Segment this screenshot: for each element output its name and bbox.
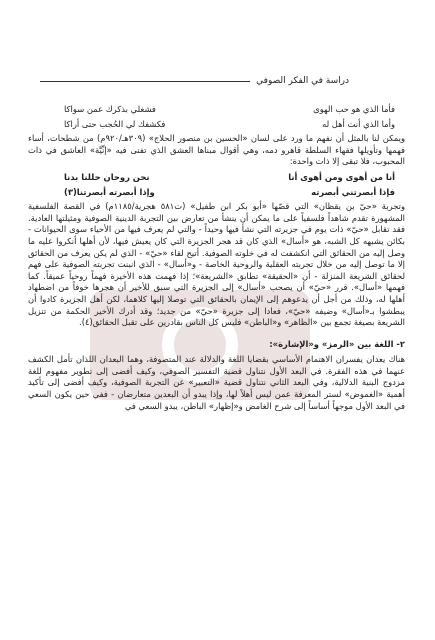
verse-line xyxy=(28,104,405,116)
verse-hemistich-left: فشغلي بذكرك عمن سواكا xyxy=(64,104,156,114)
verse-hemistich-right: وأما الذي أنت أهل له xyxy=(322,118,395,129)
verse-hemistich-left: نحن روحان حللنا بدنا xyxy=(64,171,150,182)
verse-hemistich-right: أنا من أهوى ومن أهوى أنا xyxy=(288,171,395,182)
verse-line xyxy=(28,172,405,184)
paragraph-hallaj: ويمكن لنا بالمثل أن نفهم ما ورد على لسان «الحسين بن منصور الحلاج» (٣٠٩هـ/٩٢٠م) من شطحات، أساء فهمها وتأويلها فقهاء السلطة قاهرو دمه، وهي أقوال مبناها العشق الذي تفنى فيه «إنِّيَّة» العاشق في ذات المحبوب، فلا تبقى إلا ذات واحدة: xyxy=(28,133,405,167)
paragraph-language-section: هناك يعدان يفسران الاهتمام الأساسي بقضايا اللغة والدلالة عند المتصوفة، وهما البعدان اللذان تأمل الكشف عنهما في هذه الفقرة. في البعد الأول نتناول قضية التفسير الصوفي، وكيف أفضى إلى تطوير مفهوم للغة مزدوج البنية الدلالية، وفي البعد الثاني نتناول قضية «التعبير» عن التجربة الصوفية، وكيف أفضى إلى تأكيد أهمية «الغموض» لستر المعرفة عمن ليس أهلاً لها، وإذا يبدو أن البعدين متعارضان - ففي حين يكون السعي في البعد الأول موجهاً أساساً إلى شرح الغامض و«إظهار» الباطن، يبدو السعي في xyxy=(28,354,405,411)
document-body xyxy=(28,104,405,416)
verse-line xyxy=(28,119,405,131)
paragraph-hayy-ibn-yaqzan: وتجربة «حيّ بن يقظان» التي قصّها «أبو بكر ابن طفيل» (ت٥٨١ هجرية/١١٨٥م) في القصة الفلسفية المشهورة تقدم شاهداً فلسفياً على ما يمكن أن ينشأ من تعارض بين التجربة الدينية الصوفية ومثيلتها العادية. فقد تقابل «حيّ» ذات يوم في جزيرته التي نشأ فيها وحيداً - والتي لم يعرف فيها من الأحياء سوى الحيوانات - بكائن يشبهه كل الشبه، هو «أسال» الذي كان قد هجر الجزيرة التي كان يعيش فيها، لأن أهلها أنكروا عليه ما وصل إليه من الحقائق التي انكشفت له في خلوته الصوفية. أتيح لقاء «حيّ» - الذي لم يكن يعرف من الحقائق إلا ما توصل إليه من خلال تجربته العقلية والروحية الخاصة - و«أسال» - الذي انبنت تجربته الصوفية على فهم لحقائق الشريعة المنزلة - أن «الحقيقة» تطابق «الشريعة»؛ إذا فهمت هذه الأخيرة فهماً روحياً عميقاً. كما فهمها «أسال». قرر «حيّ» أن يصحب «أسال» إلى الجزيرة التي سبق للأخير أن هجرها خوفاً من اضطهاد أهلها له، وذلك من أجل أن يدعوهم إلى الإيمان بالحقائق التي توصلا إليها كلاهما، لكن أهل الجزيرة كادوا أن يبطشوا بـ«أسال» وضيفه «حيّ»، فعادا إلى جزيرة «حيّ» من جديد؛ وقد أدرك الأخير الحكمة من تنزيل الشريعة بصيغة تجمع بين «الظاهر» و«الباطن» فليس كل الناس بقادرين على تقبل الحقائق(٤). xyxy=(28,201,405,328)
verse-hemistich-right: فإذا أبصرتني أبصرته xyxy=(311,186,395,197)
running-header xyxy=(40,74,349,88)
verse-hemistich-left: فكشفك لي الحُجب حتى أراكا xyxy=(64,118,166,129)
header-rule xyxy=(40,81,250,82)
section-heading: ٢- اللغة بين «الرمز» و«الإشارة»: xyxy=(269,338,405,349)
verse-hemistich-left: وإذا أبصرته أبصرتنا(٣) xyxy=(64,186,155,197)
verse-hemistich-right: فأما الذي هو حب الهوى xyxy=(313,104,395,114)
verse-line xyxy=(28,187,405,199)
header-title: دراسة في الفكر الصوفي xyxy=(256,76,349,86)
